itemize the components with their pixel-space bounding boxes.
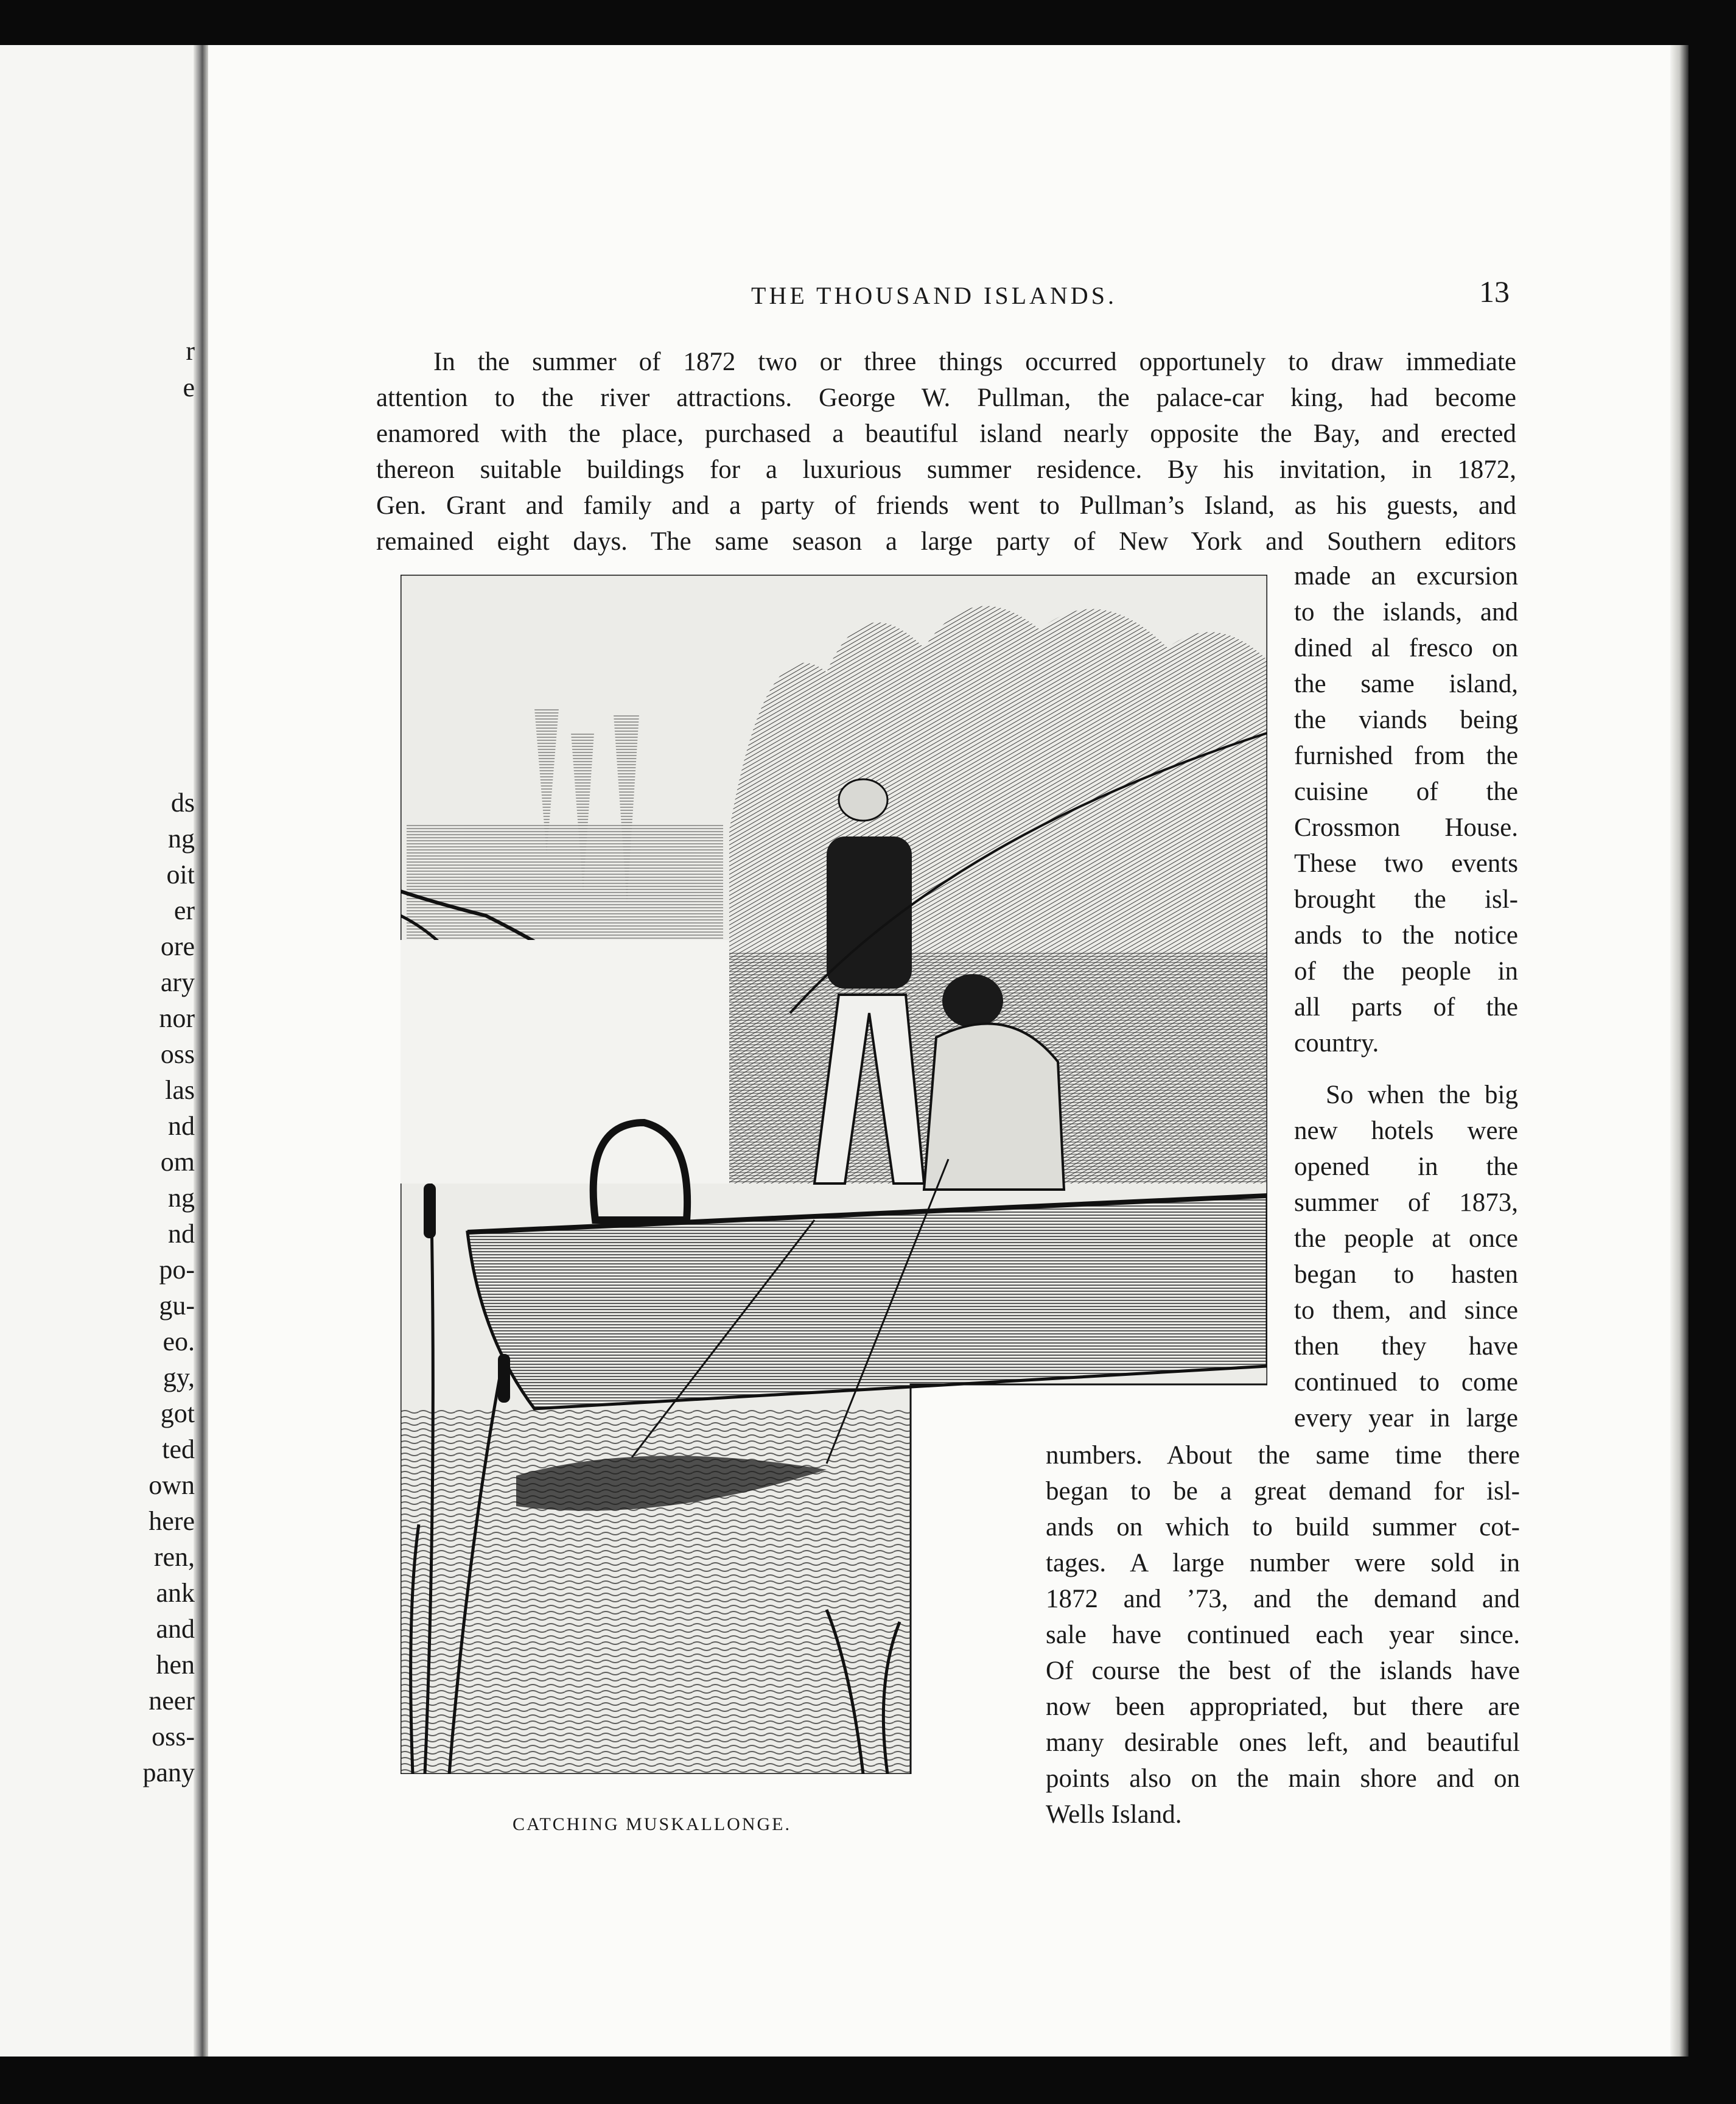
facing-page-fragment: las — [165, 1075, 195, 1105]
text-line: dined al fresco on — [1294, 634, 1518, 662]
text-line: tages. A large number were sold in — [1046, 1549, 1520, 1577]
facing-page-fragment: ore — [160, 931, 195, 961]
facing-page-fragment: om — [160, 1147, 195, 1177]
facing-page-fragment: oss — [160, 1039, 195, 1069]
text-line: opened in the — [1294, 1152, 1518, 1181]
text-line: new hotels were — [1294, 1117, 1518, 1145]
facing-page-fragment: ren, — [153, 1542, 195, 1572]
facing-page-fragment: pany — [142, 1758, 195, 1787]
text-line: ands to the notice — [1294, 921, 1518, 950]
facing-page-fragment: got — [160, 1398, 195, 1428]
facing-page-fragment: hen — [156, 1650, 195, 1680]
facing-page-fragment: ary — [160, 967, 195, 997]
facing-page-fragment: gy, — [163, 1362, 195, 1392]
running-head: THE THOUSAND ISLANDS. — [751, 282, 1117, 309]
text-line: the people at once — [1294, 1224, 1518, 1253]
facing-page-fragment: here — [149, 1506, 195, 1536]
text-line: Of course the best of the islands have — [1046, 1657, 1520, 1685]
text-line: all parts of the — [1294, 993, 1518, 1022]
facing-page-fragment: and — [156, 1614, 195, 1644]
page-edge — [1670, 45, 1689, 2057]
text-line: These two events — [1294, 849, 1518, 878]
text-line: ands on which to build summer cot- — [1046, 1513, 1520, 1541]
book-gutter — [194, 45, 208, 2057]
facing-page-fragment: oit — [166, 860, 195, 889]
text-line: summer of 1873, — [1294, 1188, 1518, 1217]
facing-page-fragment: ted — [162, 1434, 195, 1464]
text-line: Gen. Grant and family and a party of friends went to Pullman’s Island, as his guests, and — [376, 491, 1516, 520]
fishing-scene-engraving — [401, 575, 1267, 1774]
text-line: enamored with the place, purchased a beautiful island nearly opposite the Bay, and erected — [376, 419, 1516, 448]
text-line: attention to the river attractions. George W. Pullman, the palace-car king, had become — [376, 384, 1516, 412]
facing-page-fragment: nor — [159, 1003, 195, 1033]
text-line: the same island, — [1294, 670, 1518, 698]
facing-page-fragment: ng — [168, 824, 195, 854]
facing-page-fragment: r — [186, 336, 195, 366]
text-line: So when the big — [1326, 1081, 1518, 1109]
text-line: made an excursion — [1294, 562, 1518, 591]
text-line: every year in large — [1294, 1404, 1518, 1432]
facing-page-fragment: er — [173, 896, 195, 925]
text-line: to them, and since — [1294, 1296, 1518, 1325]
figure-caption: CATCHING MUSKALLONGE. — [513, 1814, 791, 1834]
text-line: thereon suitable buildings for a luxurious summer residence. By his invitation, in 1872, — [376, 455, 1516, 484]
text-line: continued to come — [1294, 1368, 1518, 1397]
facing-page-fragment: ank — [156, 1578, 195, 1608]
facing-page-fragment: neer — [149, 1686, 195, 1716]
facing-page-fragment: e — [183, 373, 195, 402]
text-line: Crossmon House. — [1294, 813, 1518, 842]
facing-page-fragment: oss- — [152, 1722, 195, 1752]
text-line: began to be a great demand for isl- — [1046, 1477, 1520, 1506]
page-number: 13 — [1479, 275, 1510, 309]
facing-page-fragment: nd — [168, 1111, 195, 1141]
facing-page-fragment: own — [149, 1470, 195, 1500]
facing-page-fragment: ds — [170, 788, 195, 818]
text-line: many desirable ones left, and beautiful — [1046, 1728, 1520, 1757]
facing-page-fragment: eo. — [163, 1327, 195, 1356]
engraving-illustration — [401, 575, 1267, 1774]
text-line: points also on the main shore and on — [1046, 1764, 1520, 1793]
text-line: furnished from the — [1294, 742, 1518, 770]
text-line: of the people in — [1294, 957, 1518, 986]
facing-page-fragment: ng — [168, 1183, 195, 1213]
text-line: In the summer of 1872 two or three things occurred opportunely to draw immediate — [433, 348, 1516, 376]
text-line: then they have — [1294, 1332, 1518, 1361]
text-line: to the islands, and — [1294, 598, 1518, 626]
text-line: the viands being — [1294, 706, 1518, 734]
text-line: 1872 and ’73, and the demand and — [1046, 1585, 1520, 1613]
text-line: Wells Island. — [1046, 1800, 1182, 1829]
facing-page-fragment: po- — [159, 1255, 195, 1285]
text-line: brought the isl- — [1294, 885, 1518, 914]
text-line: now been appropriated, but there are — [1046, 1692, 1520, 1721]
text-line: cuisine of the — [1294, 777, 1518, 806]
text-line: remained eight days. The same season a large party of New York and Southern editors — [376, 527, 1516, 556]
text-line: sale have continued each year since. — [1046, 1621, 1520, 1649]
text-line: began to hasten — [1294, 1260, 1518, 1289]
text-line: numbers. About the same time there — [1046, 1441, 1520, 1470]
facing-page-fragment: gu- — [159, 1291, 195, 1320]
facing-page-fragment: nd — [168, 1219, 195, 1249]
text-line: country. — [1294, 1029, 1379, 1057]
